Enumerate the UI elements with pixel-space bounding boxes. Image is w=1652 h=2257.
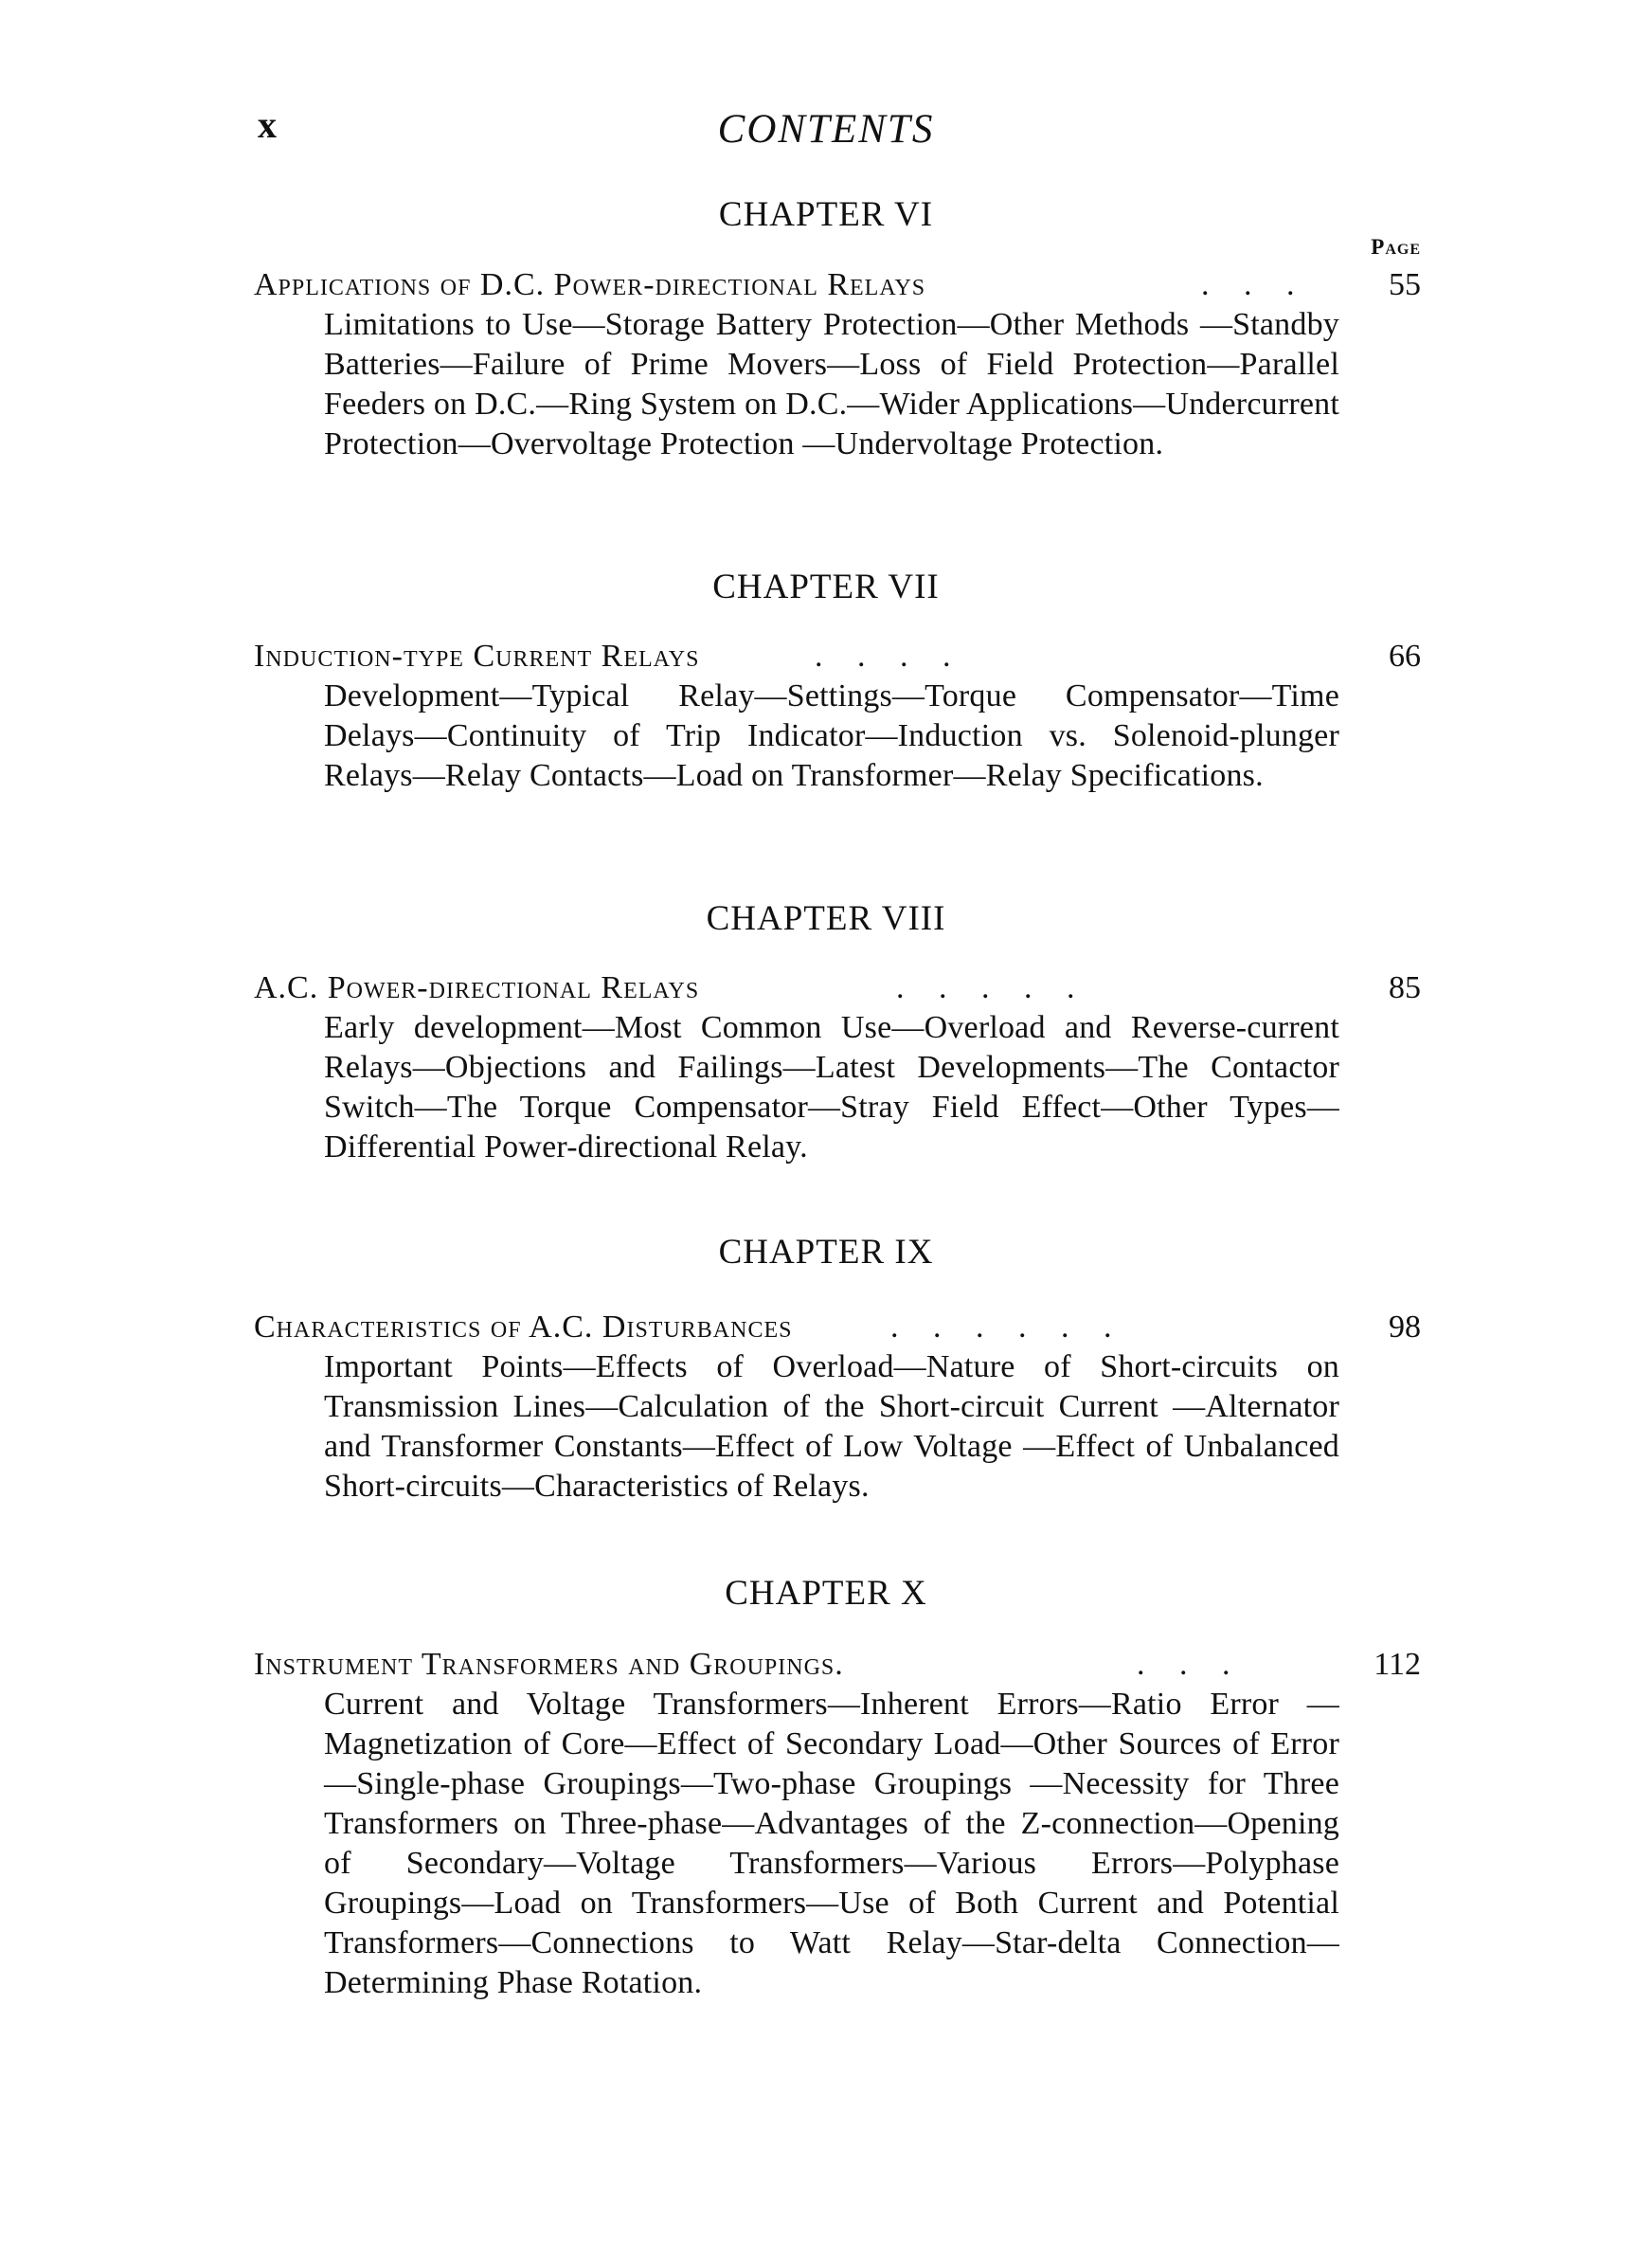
dot-leader: . . . . [815, 639, 964, 674]
dot-leader: . . . [1201, 267, 1308, 302]
running-title: CONTENTS [717, 107, 935, 152]
dot-leader: . . . [1137, 1647, 1244, 1682]
page-column-label: Page [1371, 235, 1421, 259]
dot-leader: . . . . . [896, 970, 1088, 1005]
chapter-page-number: 112 [1374, 1647, 1421, 1682]
chapter-title: Instrument Transformers and Groupings. [254, 1647, 844, 1682]
chapter-heading: CHAPTER VIII [706, 899, 946, 938]
chapter-page-number: 66 [1389, 639, 1421, 674]
chapter-page-number: 98 [1389, 1309, 1421, 1345]
chapter-title: A.C. Power-directional Relays [254, 970, 700, 1005]
chapter-heading: CHAPTER X [725, 1574, 927, 1613]
chapter-title: Characteristics of A.C. Disturbances [254, 1309, 793, 1345]
chapter-description: Current and Voltage Transformers—Inherent Errors—Ratio Error —Magnetization of Core—Effect of Secondary Load—Other Sources of Error—Single-phase Groupings—Two-phase Groupings —Necessity for Three Transformers on Three-phase—Advantages of the Z-connection—Opening of Secondary—Voltage Transformers—Various Errors—Polyphase Groupings—Load on Transformers—Use of Both Current and Potential Transformers—Connections to Watt Relay—Star-delta Connection—Determining Phase Rotation. [324, 1687, 1339, 2000]
chapter-title: Induction-type Current Relays [254, 639, 700, 674]
chapter-heading: CHAPTER VII [712, 568, 940, 606]
chapter-description: Limitations to Use—Storage Battery Protection—Other Methods —Standby Batteries—Failure of Prime Movers—Loss of Field Protection—Parallel Feeders on D.C.—Ring System on D.C.—Wider Applications—Undercurrent Protection—Overvoltage Protection —Undervoltage Protection. [324, 307, 1339, 461]
dot-leader: . . . . . . [890, 1309, 1125, 1345]
chapter-heading: CHAPTER IX [718, 1233, 934, 1272]
chapter-page-number: 55 [1389, 267, 1421, 302]
chapter-description: Important Points—Effects of Overload—Nature of Short-circuits on Transmission Lines—Calculation of the Short-circuit Current —Alternator and Transformer Constants—Effect of Low Voltage —Effect of Unbalanced Short-circuits—Characteristics of Relays. [324, 1349, 1339, 1504]
chapter-title: Applications of D.C. Power-directional Relays [254, 267, 926, 302]
chapter-page-number: 85 [1389, 970, 1421, 1005]
chapter-heading: CHAPTER VI [718, 195, 934, 234]
chapter-description: Early development—Most Common Use—Overload and Reverse-current Relays—Objections and Failings—Latest Developments—The Contactor Switch—The Torque Compensator—Stray Field Effect—Other Types—Differential Power-directional Relay. [324, 1010, 1339, 1165]
chapter-description: Development—Typical Relay—Settings—Torque Compensator—Time Delays—Continuity of Trip Indicator—Induction vs. Solenoid-plunger Relays—Relay Contacts—Load on Transformer—Relay Specifications. [324, 678, 1339, 793]
page-number: x [258, 103, 277, 146]
